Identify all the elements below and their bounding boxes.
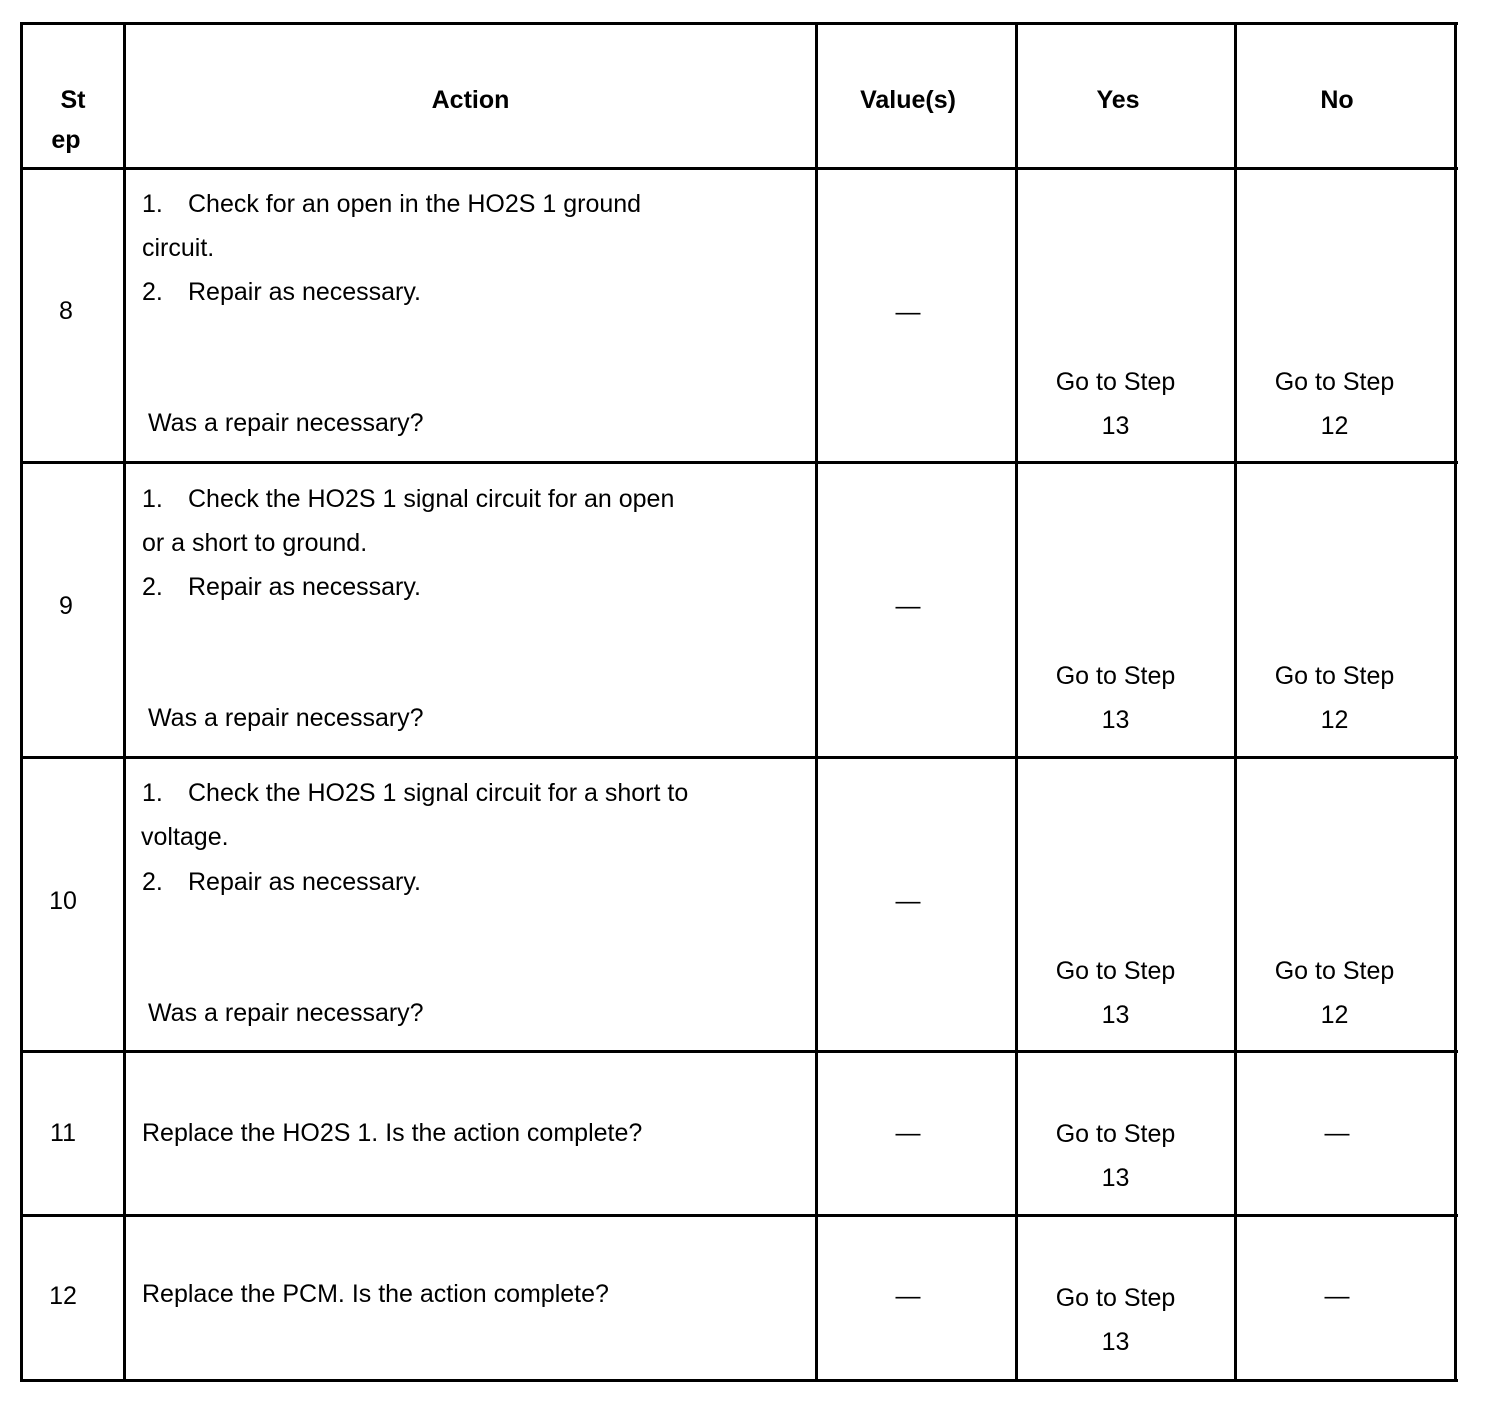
step-number: 11 [50, 1119, 76, 1147]
yes-goto-step: 13 [1101, 1164, 1130, 1192]
item-number: 2. [142, 868, 163, 896]
value-cell: — [895, 298, 921, 326]
action-text: Replace the PCM. Is the action complete? [142, 1280, 609, 1308]
no-goto-step: 12 [1320, 706, 1349, 734]
item-text: Repair as necessary. [188, 868, 421, 896]
action-question: Was a repair necessary? [148, 409, 424, 437]
no-cell [1237, 360, 1432, 448]
table-border-bottom [20, 1379, 1458, 1382]
row-divider [20, 1050, 1458, 1053]
yes-goto-step: 13 [1101, 412, 1130, 440]
row-divider [20, 1214, 1458, 1217]
action-item [142, 278, 421, 307]
column-divider [815, 22, 818, 1382]
header-divider [20, 167, 1458, 170]
action-item [142, 485, 674, 514]
item-number: 1. [142, 190, 163, 218]
header-action: Action [431, 86, 510, 114]
yes-cell [1018, 1276, 1213, 1364]
yes-cell [1018, 360, 1213, 448]
diagnostic-table [20, 22, 1458, 1382]
action-question: Was a repair necessary? [148, 999, 424, 1027]
action-item [142, 779, 688, 808]
header-no: No [1320, 86, 1354, 114]
yes-cell [1018, 949, 1213, 1037]
header-step [23, 80, 123, 120]
header-values: Value(s) [860, 86, 956, 114]
action-item-cont: or a short to ground. [142, 529, 368, 557]
action-item [142, 190, 641, 219]
item-number: 1. [142, 779, 163, 807]
item-number: 2. [142, 278, 163, 306]
no-goto-label: Go to Step [1274, 662, 1395, 690]
item-number: 1. [142, 485, 163, 513]
yes-cell [1018, 1112, 1213, 1200]
header-step-line1: St [60, 86, 86, 114]
no-cell [1237, 949, 1432, 1037]
step-number: 8 [59, 297, 73, 325]
header-step-line2: ep [51, 126, 81, 154]
action-item-cont: voltage. [141, 823, 229, 851]
value-cell: — [895, 1119, 921, 1147]
item-text: Repair as necessary. [188, 278, 421, 306]
action-item [142, 868, 421, 897]
table-border-right [1454, 22, 1457, 1382]
step-number: 12 [49, 1282, 77, 1310]
no-goto-step: 12 [1320, 1001, 1349, 1029]
no-goto-label: Go to Step [1274, 368, 1395, 396]
value-cell: — [895, 887, 921, 915]
action-item-cont: circuit. [142, 234, 215, 262]
yes-cell [1018, 654, 1213, 742]
item-number: 2. [142, 573, 163, 601]
action-text: Replace the HO2S 1. Is the action complete? [142, 1119, 643, 1147]
table-border-left [20, 22, 23, 1382]
item-text: Check for an open in the HO2S 1 ground [188, 190, 642, 218]
yes-goto-label: Go to Step [1055, 662, 1176, 690]
header-step-cont [23, 120, 109, 160]
yes-goto-label: Go to Step [1055, 1284, 1176, 1312]
yes-goto-step: 13 [1101, 1328, 1130, 1356]
action-item [142, 573, 421, 602]
row-divider [20, 756, 1458, 759]
column-divider [123, 22, 126, 1382]
no-cell: — [1324, 1282, 1350, 1310]
item-text: Repair as necessary. [188, 573, 421, 601]
row-divider [20, 461, 1458, 464]
action-question: Was a repair necessary? [148, 704, 424, 732]
no-goto-label: Go to Step [1274, 957, 1395, 985]
no-goto-step: 12 [1320, 412, 1349, 440]
step-number: 10 [49, 887, 77, 915]
item-text: Check the HO2S 1 signal circuit for an open [188, 485, 675, 513]
value-cell: — [895, 592, 921, 620]
no-cell: — [1324, 1119, 1350, 1147]
item-text: Check the HO2S 1 signal circuit for a short to [188, 779, 689, 807]
table-border-top [20, 22, 1458, 25]
yes-goto-label: Go to Step [1055, 1120, 1176, 1148]
step-number: 9 [59, 592, 73, 620]
yes-goto-label: Go to Step [1055, 368, 1176, 396]
no-cell [1237, 654, 1432, 742]
yes-goto-step: 13 [1101, 706, 1130, 734]
yes-goto-label: Go to Step [1055, 957, 1176, 985]
yes-goto-step: 13 [1101, 1001, 1130, 1029]
value-cell: — [895, 1282, 921, 1310]
header-yes: Yes [1096, 86, 1140, 114]
